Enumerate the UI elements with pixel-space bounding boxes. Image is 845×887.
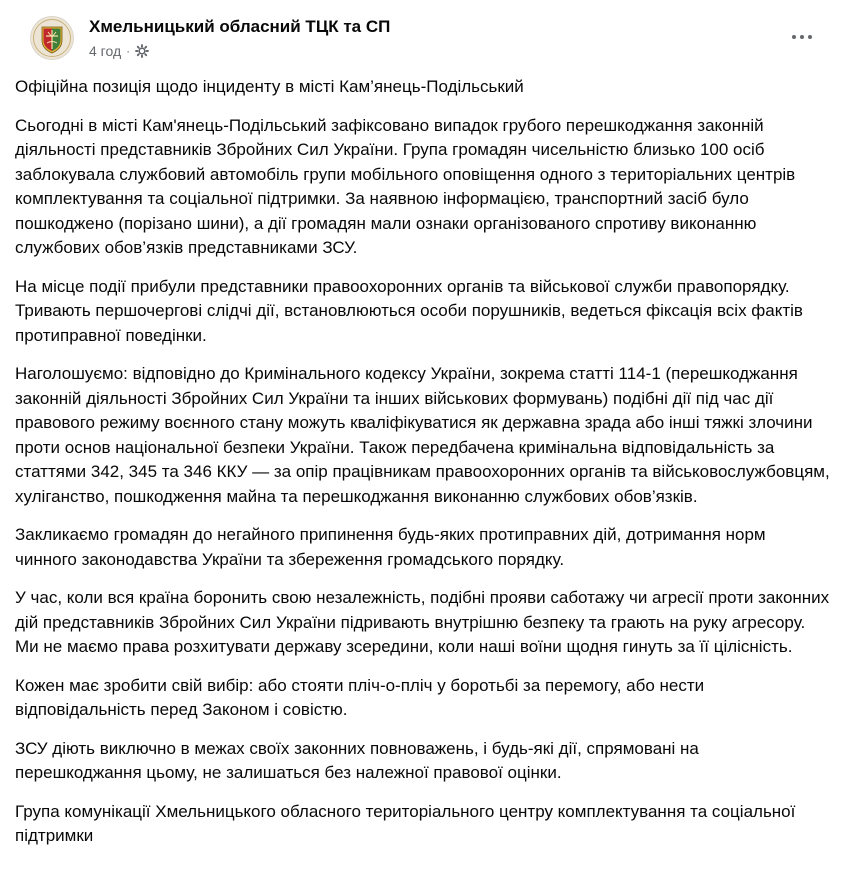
page-name-link[interactable]: Хмельницький обласний ТЦК та СП	[89, 17, 391, 36]
post-paragraph: У час, коли вся країна боронить свою незалежність, подібні прояви саботажу чи агресії проти законних дій представників Збройних Сил України підривають внутрішню безпеку та грають на руку агресору. Ми не маємо права розхитувати державу зсередини, коли наші воїни щодня гинуть за її цілісність.	[15, 588, 830, 656]
post-paragraph: Сьогодні в місті Кам'янець-Подільський зафіксовано випадок грубого перешкоджання законній діяльності представників Збройних Сил України. Група громадян чисельністю близько 100 осіб заблокувала службовий автомобіль групи мобільного оповіщення одного з територіальних центрів комплектування та соціальної підтримки. За наявною інформацією, транспортний засіб було пошкоджено (порізано шини), а дії громадян мали ознаки організованого спротиву виконанню службових обов’язків представниками ЗСУ.	[15, 115, 796, 257]
post-paragraph: На місце події прибули представники правоохоронних органів та військової служби правопорядку. Тривають першочергові слідчі дії, встановлюються особи порушників, ведеться фіксація всіх фактів протиправної поведінки.	[15, 276, 803, 345]
more-dots-icon	[792, 35, 796, 39]
emblem-icon	[30, 16, 74, 60]
post-paragraph-title: Офіційна позиція щодо інциденту в місті Кам’янець-Подільський	[15, 77, 524, 96]
post-paragraph: Наголошуємо: відповідно до Кримінального кодексу України, зокрема статті 114-1 (перешкоджання законній діяльності Збройних Сил України та інших військових формувань) подібні дії під час дії правового режиму воєнного стану можуть кваліфікуватися як державна зрада або інші тяжкі злочини проти основ національної безпеки України. Також передбачена кримінальна відповідальність за статтями 342, 345 та 346 ККУ — за опір працівникам правоохоронних органів та військовослужбовцям, хуліганство, пошкодження майна та перешкоджання виконанню службових обов’язків.	[15, 364, 830, 506]
post-paragraph: Кожен має зробити свій вибір: або стояти пліч-о-пліч у боротьбі за перемогу, або нести відповідальність перед Законом і совістю.	[15, 675, 705, 719]
more-dots-icon	[800, 35, 804, 39]
globe-icon[interactable]	[135, 44, 149, 58]
page-avatar[interactable]	[30, 16, 74, 60]
meta-separator: ·	[126, 44, 131, 58]
post-paragraph: ЗСУ діють виключно в межах своїх законних повноважень, і будь-які дії, спрямовані на перешкоджання цьому, не залишаться без належної правової оцінки.	[15, 738, 699, 782]
post-timestamp[interactable]: 4 год	[89, 43, 122, 59]
post-body	[15, 75, 830, 863]
post-header	[16, 0, 829, 70]
post-paragraph: Закликаємо громадян до негайного припинення будь-яких протиправних дій, дотримання норм чинного законодавства України та збереження громадського порядку.	[15, 525, 766, 569]
post-meta	[89, 43, 149, 59]
post-paragraph-signature: Група комунікації Хмельницького обласного територіального центру комплектування та соціальної підтримки	[15, 801, 796, 845]
more-dots-icon	[808, 35, 812, 39]
more-options-button[interactable]	[787, 22, 817, 52]
